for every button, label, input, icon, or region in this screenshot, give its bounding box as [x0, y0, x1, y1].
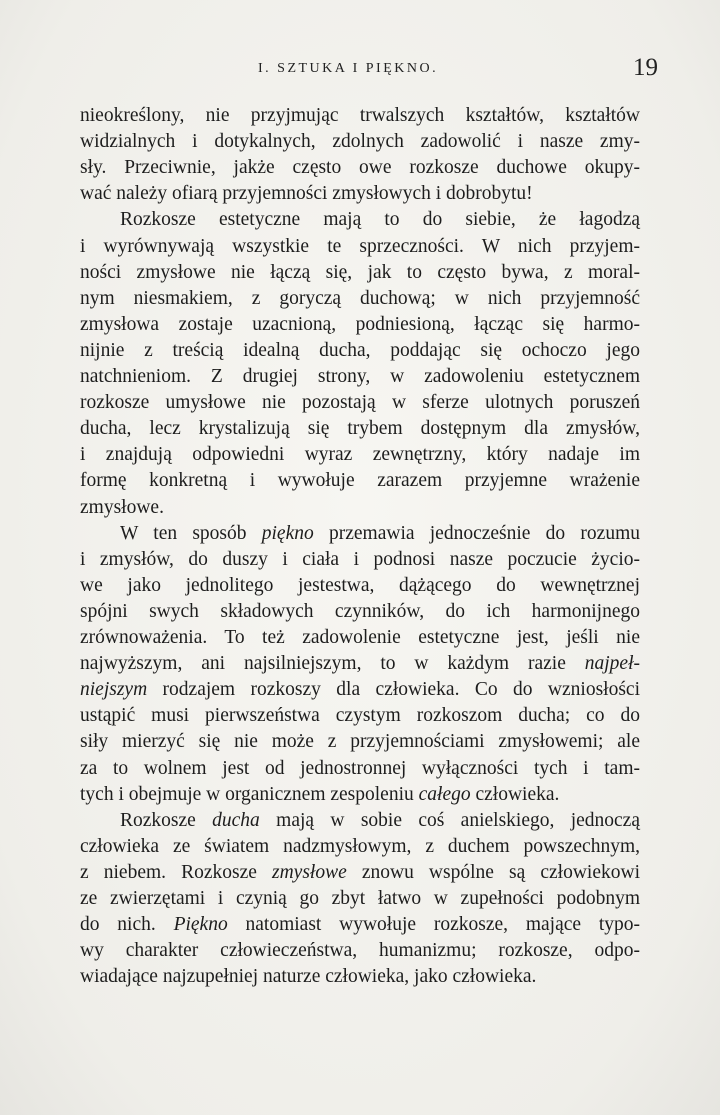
text-line: zrównoważenia. To też zadowolenie estetyczne jest, jeśli nie: [80, 627, 640, 648]
text-line: formę konkretną i wywołuje zarazem przyjemne wrażenie: [80, 470, 640, 492]
text-line: nym niesmakiem, z goryczą duchową; w nich przyjemność: [80, 287, 640, 309]
text-line: zmysłowe.: [80, 496, 164, 518]
text-line: tych i obejmuje w organicznem zespoleniu całego człowieka.: [80, 783, 560, 805]
text-line: z niebem. Rozkosze zmysłowe znowu wspólne są człowiekowi: [80, 861, 640, 883]
text-line: sły. Przeciwnie, jakże często owe rozkosze duchowe okupy-: [80, 157, 640, 179]
text-line: nijnie z treścią idealną ducha, poddając się ochoczo jego: [80, 339, 640, 361]
text-line: niejszym rodzajem rozkoszy dla człowieka. Co do wzniosłości: [80, 679, 640, 701]
text-line: do nich. Piękno natomiast wywołuje rozkosze, mające typo-: [80, 914, 640, 936]
text-line: wiadające najzupełniej naturze człowieka, jako człowieka.: [80, 966, 537, 988]
text-line: ności zmysłowe nie łączą się, jak to często bywa, z moral-: [80, 261, 640, 283]
text-line: rozkosze umysłowe nie pozostają w sferze ulotnych poruszeń: [80, 392, 640, 414]
text-line: wać należy ofiarą przyjemności zmysłowych i dobrobytu!: [80, 183, 533, 205]
text-line: Rozkosze ducha mają w sobie coś anielskiego, jednoczą: [120, 809, 640, 831]
text-line: i zmysłów, do duszy i ciała i podnosi nasze poczucie życio-: [80, 548, 640, 570]
text-line: i znajdują odpowiedni wyraz zewnętrzny, który nadaje im: [80, 444, 640, 466]
text-line: wy charakter człowieczeństwa, humanizmu; rozkosze, odpo-: [80, 940, 640, 962]
text-line: W ten sposób piękno przemawia jednocześnie do rozumu: [120, 522, 640, 544]
text-line: za to wolnem jest od jednostronnej wyłączności tych i tam-: [80, 757, 640, 779]
text-line: ustąpić musi pierwszeństwa czystym rozkoszom ducha; co do: [80, 705, 640, 727]
text-line: najwyższym, ani najsilniejszym, to w każdym razie najpeł-: [80, 653, 640, 675]
text-line: siły mierzyć się nie może z przyjemnościami zmysłowemi; ale: [80, 731, 640, 753]
page-header: [258, 54, 658, 88]
running-head: I. SZTUKA I PIĘKNO.: [258, 61, 439, 76]
text-line: nieokreślony, nie przyjmując trwalszych kształtów, kształtów: [80, 105, 640, 126]
text-line: natchnieniom. Z drugiej strony, w zadowoleniu estetycznem: [80, 366, 640, 387]
text-line: zmysłowa zostaje uzacnioną, podniesioną, łącząc się harmo-: [80, 313, 640, 335]
text-line: i wyrównywają wszystkie te sprzeczności. W nich przyjem-: [80, 235, 640, 257]
text-line: spójni swych składowych czynników, do ich harmonijnego: [80, 600, 640, 622]
text-line: człowieka ze światem nadzmysłowym, z duchem powszechnym,: [80, 835, 640, 857]
text-line: ze zwierzętami i czynią go zbyt łatwo w zupełności podobnym: [80, 888, 640, 909]
text-line: widzialnych i dotykalnych, zdolnych zadowolić i nasze zmy-: [80, 131, 640, 153]
page-number: 19: [633, 54, 658, 81]
text-line: ducha, lecz krystalizują się trybem dostępnym dla zmysłów,: [80, 418, 640, 440]
text-line: Rozkosze estetyczne mają to do siebie, że łagodzą: [120, 209, 640, 231]
text-line: we jako jednolitego jestestwa, dążącego do wewnętrznej: [80, 574, 640, 596]
